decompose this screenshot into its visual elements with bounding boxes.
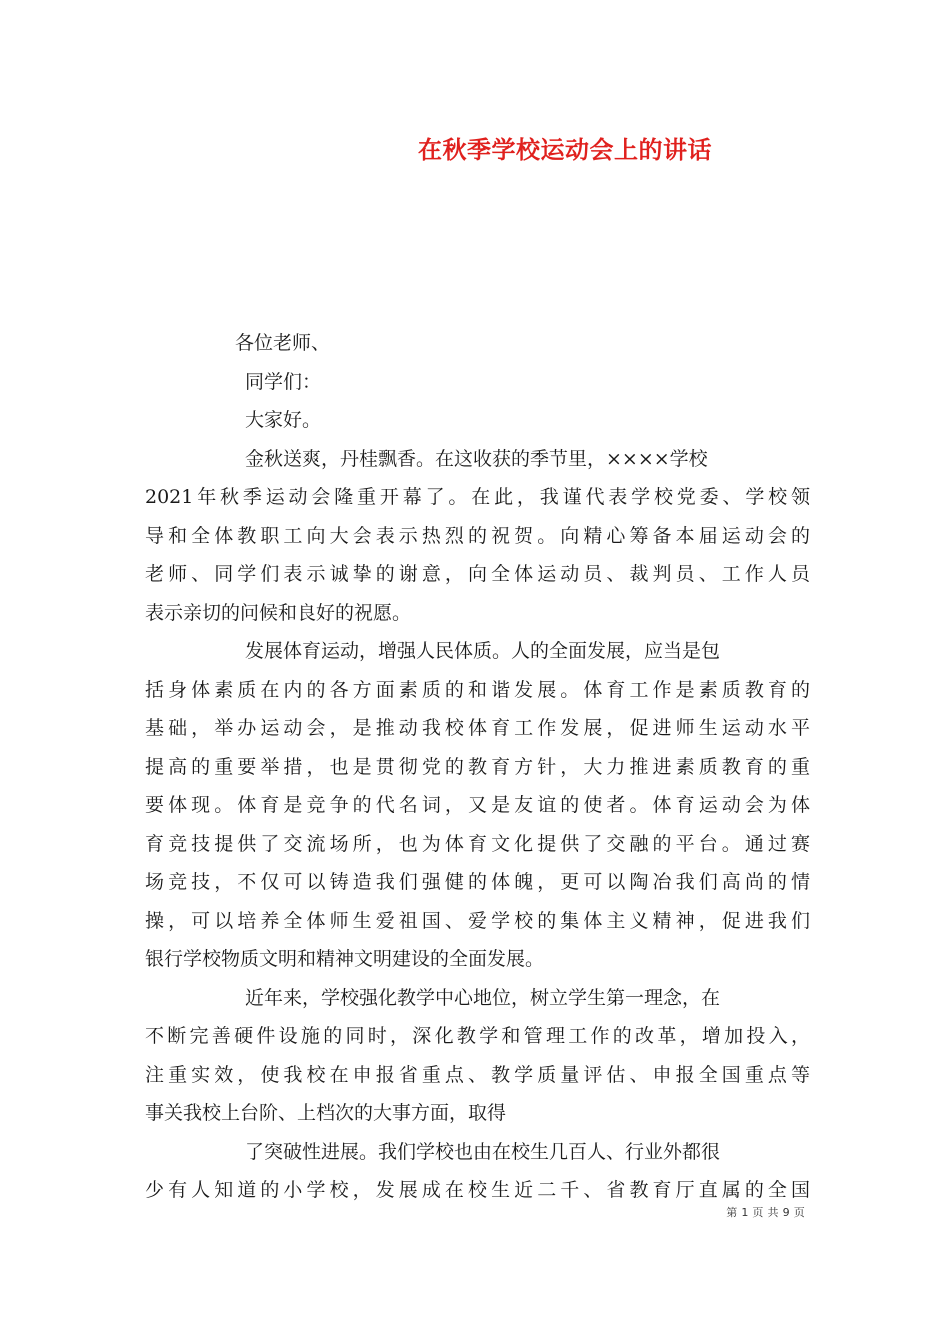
paragraph-line: 近年来，学校强化教学中心地位，树立学生第一理念，在 — [245, 986, 721, 1009]
paragraph-line: 了突破性进展。我们学校也由在校生几百人、行业外都很 — [245, 1140, 721, 1163]
document-body — [145, 324, 810, 1210]
greeting-line: 大家好。 — [245, 409, 322, 431]
paragraph-line: 表示亲切的问候和良好的祝愿。 — [145, 601, 412, 624]
paragraph-line: 育竞技提供了交流场所，也为体育文化提供了交融的平台。通过赛 — [145, 832, 810, 855]
paragraph-line: 银行学校物质文明和精神文明建设的全面发展。 — [145, 948, 545, 970]
paragraph-line: 注重实效，使我校在申报省重点、教学质量评估、申报全国重点等 — [145, 1063, 810, 1086]
paragraph-line: 括身体素质在内的各方面素质的和谐发展。体育工作是素质教育的 — [145, 678, 810, 701]
paragraph-line: 发展体育运动，增强人民体质。人的全面发展，应当是包 — [245, 640, 721, 662]
paragraph — [145, 979, 810, 1133]
paragraph-line: 要体现。体育是竞争的代名词，又是友谊的使者。体育运动会为体 — [145, 794, 810, 816]
paragraph-line: 提高的重要举措，也是贯彻党的教育方针，大力推进素质教育的重 — [145, 755, 810, 778]
paragraph-line: 2021年秋季运动会隆重开幕了。在此，我谨代表学校党委、学校领 — [145, 486, 810, 508]
paragraph-line: 操，可以培养全体师生爱祖国、爱学校的集体主义精神，促进我们 — [145, 909, 810, 932]
greeting-line: 同学们： — [245, 370, 322, 393]
paragraph — [145, 1133, 810, 1210]
page-title: 在秋季学校运动会上的讲话 — [418, 135, 712, 164]
paragraph-line: 金秋送爽，丹桂飘香。在这收获的季节里，××××学校 — [245, 447, 708, 470]
paragraph-line: 事关我校上台阶、上档次的大事方面，取得 — [145, 1102, 507, 1124]
greeting-line: 各位老师、 — [235, 332, 331, 354]
paragraph-line: 场竞技，不仅可以铸造我们强健的体魄，更可以陶冶我们高尚的情 — [145, 871, 810, 893]
paragraph-line: 不断完善硬件设施的同时，深化教学和管理工作的改革，增加投入， — [145, 1025, 810, 1047]
paragraph — [145, 440, 810, 633]
paragraph-line: 老师、同学们表示诚挚的谢意，向全体运动员、裁判员、工作人员 — [145, 563, 810, 585]
paragraph-line: 导和全体教职工向大会表示热烈的祝贺。向精心筹备本届运动会的 — [145, 524, 810, 547]
paragraph-line: 基础，举办运动会，是推动我校体育工作发展，促进师生运动水平 — [145, 717, 810, 739]
paragraph — [145, 632, 810, 979]
paragraph-line: 少有人知道的小学校，发展成在校生近二千、省教育厅直属的全国 — [145, 1179, 810, 1201]
page-number: 第 1 页 共 9 页 — [726, 1206, 805, 1219]
